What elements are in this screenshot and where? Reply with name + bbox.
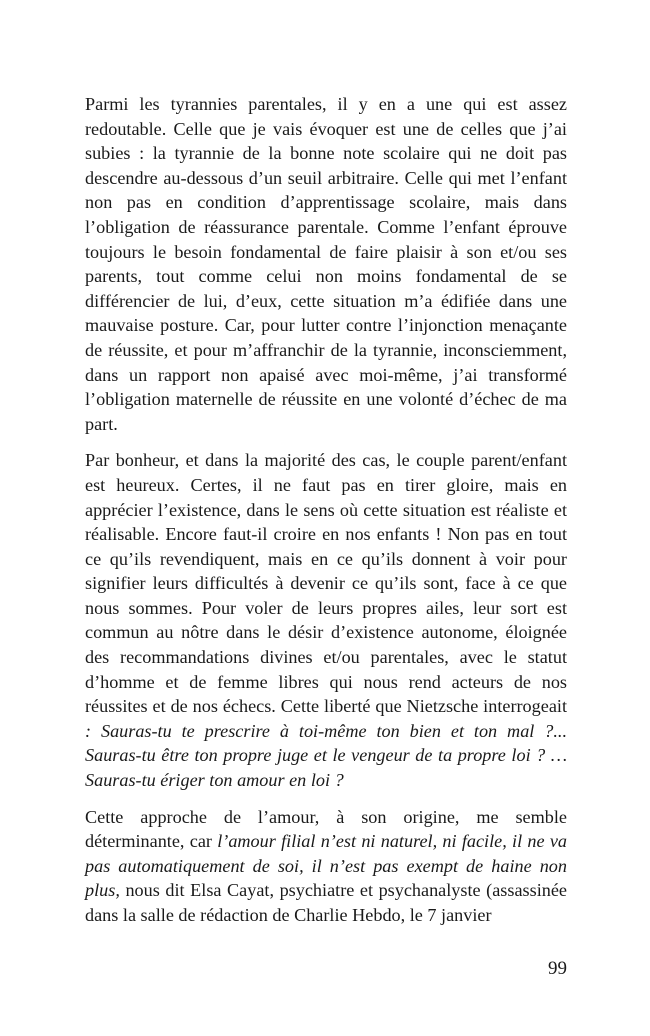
paragraph-3 [85, 805, 567, 928]
paragraph-2-text: Par bonheur, et dans la majorité des cas, le couple parent/enfant est heureux. Certes, il ne faut pas en tirer gloire, mais en apprécier l’existence, dans le sens où cette situation est réaliste et réalisable. Encore faut-il croire en nos enfants ! Non pas en tout ce qu’ils revendiquent, mais en ce qu’ils donnent à voir pour signifier leurs difficultés à devenir ce qu’ils sont, face à ce que nous sommes. Pour voler de leurs propres ailes, leur sort est commun au nôtre dans le désir d’existence autonome, éloignée des recommandations divines et/ou parentales, avec le statut d’homme et de femme libres qui nous rend acteurs de nos réussites et de nos échecs. Cette liberté que Nietzsche interrogeait [85, 450, 567, 717]
paragraph-2 [85, 448, 567, 792]
paragraph-1-text: Parmi les tyrannies parentales, il y en a une qui est assez redoutable. Celle que je vais évoquer est une de celles que j’ai subies : la tyrannie de la bonne note scolaire qui ne doit pas descendre au-dessous d’un seuil arbitraire. Celle qui met l’enfant non pas en condition d’apprentissage scolaire, mais dans l’obligation de réassurance parentale. Comme l’enfant éprouve toujours le besoin fondamental de faire plaisir à son et/ou ses parents, tout comme celui non moins fondamental de se différencier de lui, d’eux, cette situation m’a édifiée dans une mauvaise posture. Car, pour lutter contre l’injonction menaçante de réussite, et pour m’affranchir de la tyrannie, inconsciemment, dans un rapport non apaisé avec moi-même, j’ai transformé l’obligation maternelle de réussite en une volonté d’échec de ma part. [85, 94, 567, 434]
paragraph-3-text-start: Cette approche de l’amour, à son origine, me semble déterminante, car [85, 806, 567, 852]
nietzsche-quote: : Sauras-tu te prescrire à toi-même ton bien et ton mal ?... Sauras-tu être ton propre juge et le vengeur de ta propre loi ? … Sauras-tu ériger ton amour en loi ? [85, 720, 567, 791]
paragraph-3-text-end: nous dit Elsa Cayat, psychiatre et psychanalyste (assassinée dans la salle de rédaction de Charlie Hebdo, le 7 janvier [85, 880, 567, 925]
cayat-quote: l’amour filial n’est ni naturel, ni facile, il ne va pas automatiquement de soi, il n’est pas exempt de haine non plus, [85, 831, 567, 901]
paragraph-1 [85, 92, 567, 436]
page-number: 99 [548, 958, 567, 979]
page-body [85, 92, 567, 940]
